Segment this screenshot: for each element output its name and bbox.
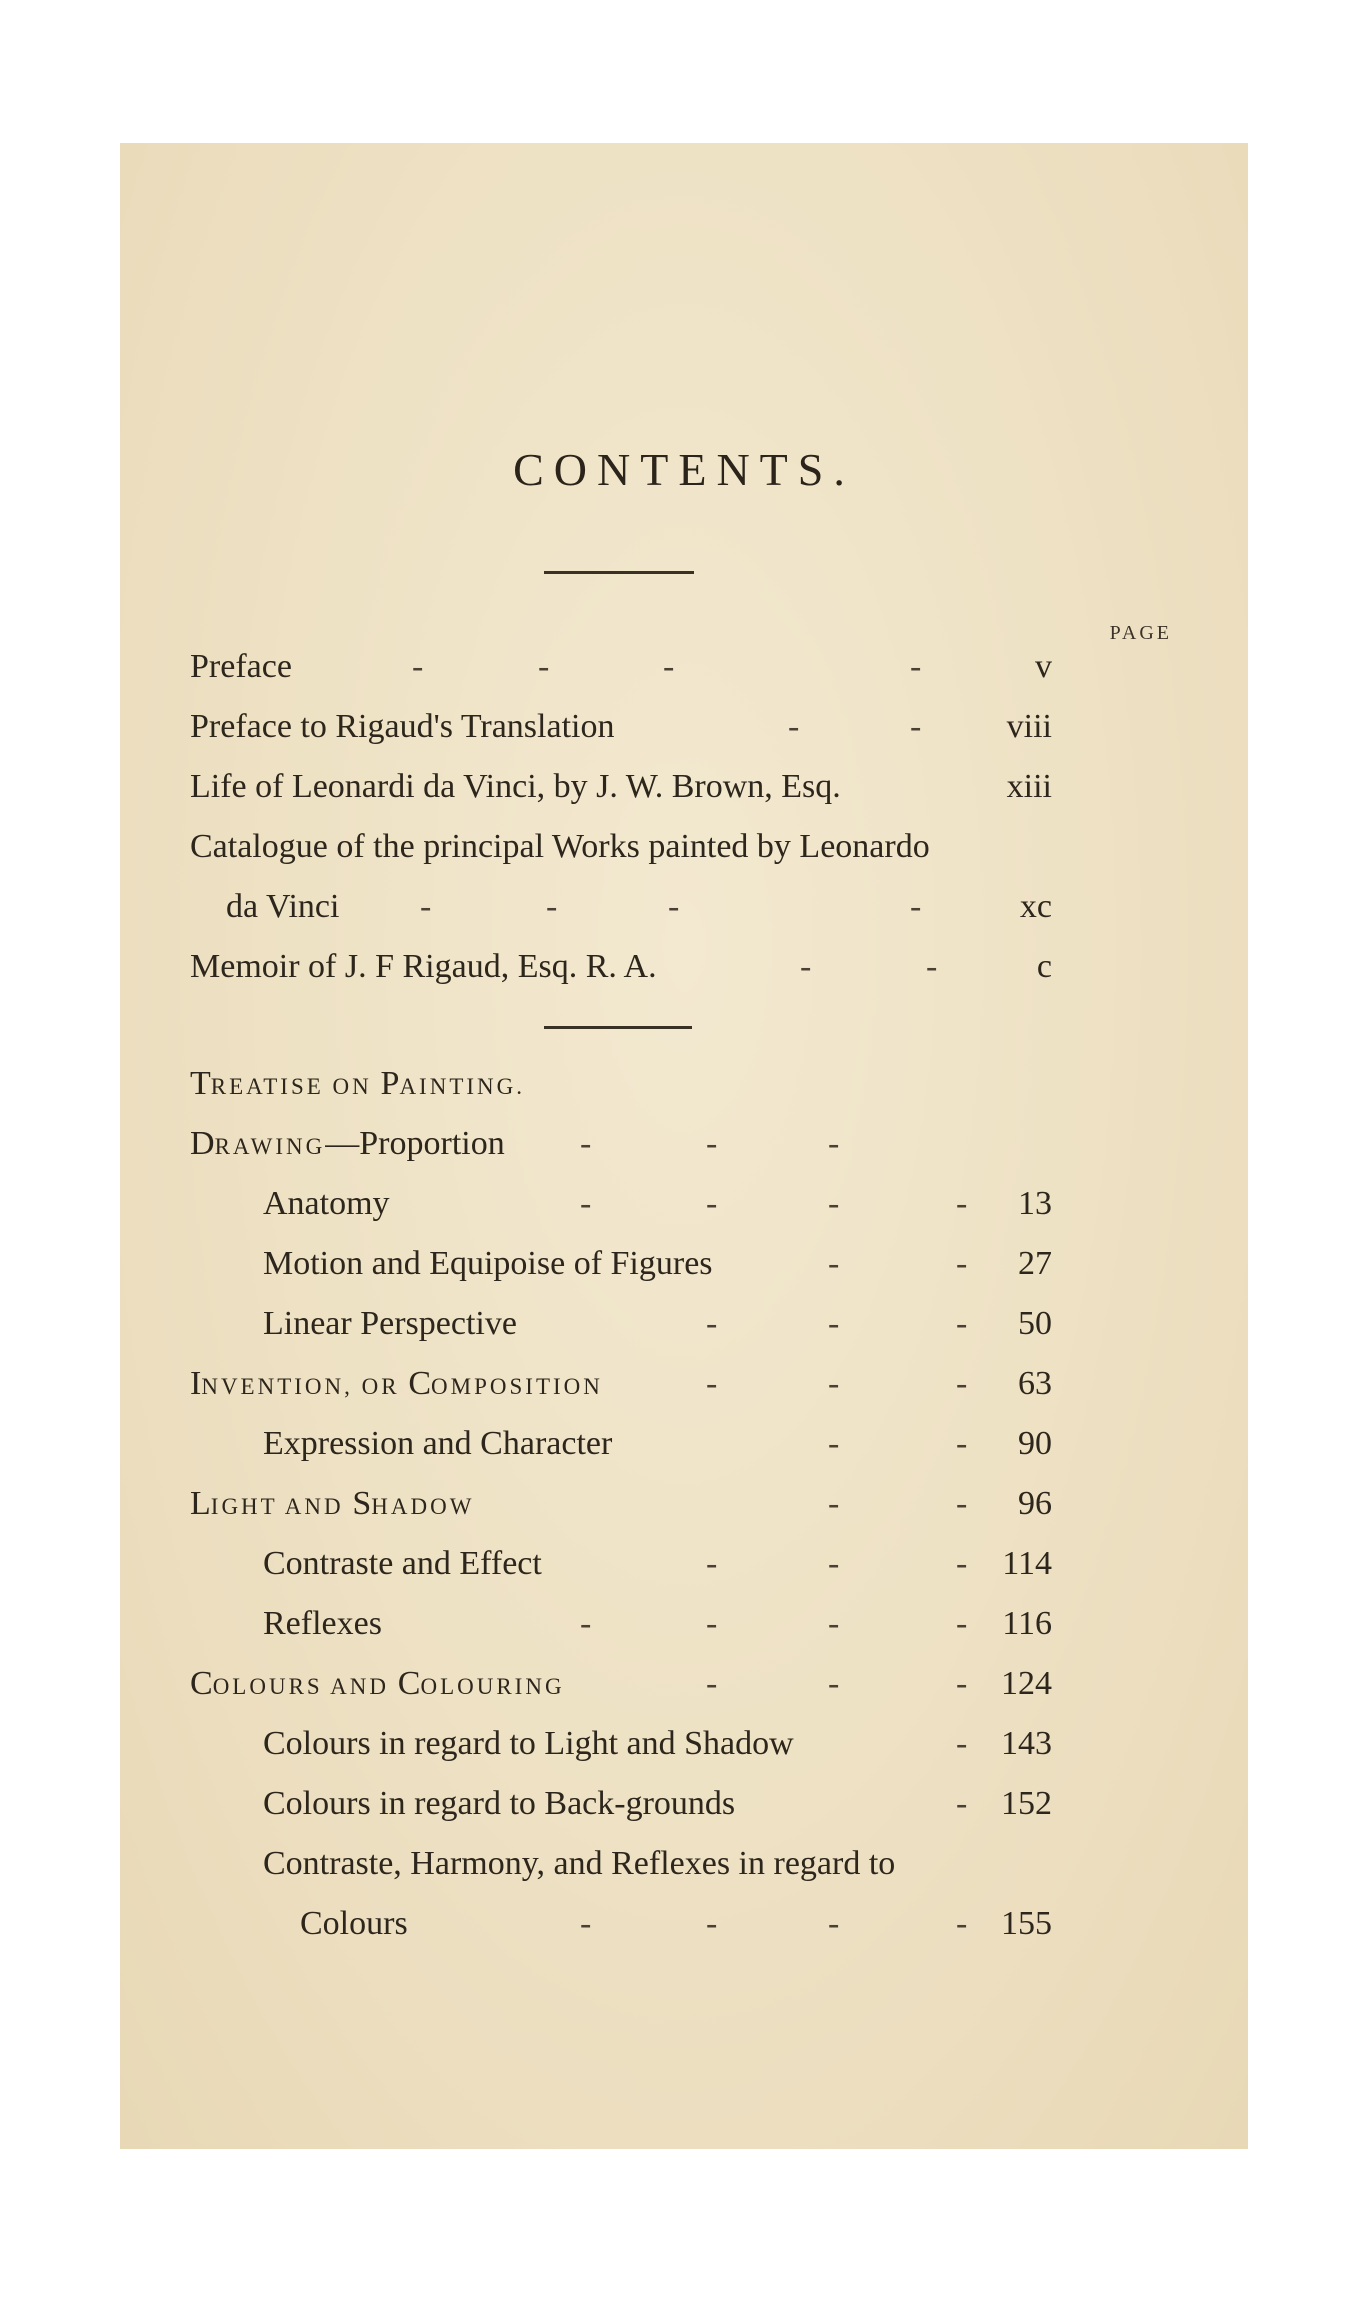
toc-entry-linear[interactable] — [120, 1305, 1248, 1355]
toc-entry-colours[interactable] — [120, 1665, 1248, 1715]
leader-dash: - — [828, 1125, 840, 1162]
toc-entry-text: Reflexes — [263, 1605, 382, 1642]
toc-entry-memoir[interactable] — [120, 948, 1248, 998]
leader-dash: - — [706, 1665, 718, 1702]
toc-entry-text: Preface to Rigaud's Translation — [190, 708, 615, 745]
leader-dash: - — [926, 948, 938, 985]
leader-dash: - — [956, 1365, 968, 1402]
leader-dash: - — [706, 1905, 718, 1942]
toc-page-number: 124 — [1001, 1665, 1052, 1702]
book-page — [120, 143, 1248, 2149]
leader-dash: - — [580, 1605, 592, 1642]
leader-dash: - — [828, 1305, 840, 1342]
leader-dash: - — [956, 1665, 968, 1702]
leader-dash: - — [580, 1185, 592, 1222]
page-column-header: PAGE — [1109, 622, 1172, 644]
section-text: HADOW — [371, 1494, 475, 1519]
leader-dash: - — [956, 1425, 968, 1462]
section-initial: D — [190, 1125, 215, 1162]
leader-dash: - — [828, 1245, 840, 1282]
section-text: IGHT AND — [210, 1494, 353, 1519]
leader-dash: - — [788, 708, 800, 745]
leader-dash: - — [706, 1605, 718, 1642]
leader-dash: - — [910, 648, 922, 685]
toc-page-number: 143 — [1001, 1725, 1052, 1762]
toc-page-number: viii — [1006, 708, 1052, 745]
toc-entry-text: Colours — [300, 1905, 408, 1942]
section-rule — [544, 1026, 692, 1029]
page-title: CONTENTS. — [513, 444, 855, 495]
toc-page-number: 155 — [1001, 1905, 1052, 1942]
toc-page-number: xiii — [1006, 768, 1052, 805]
leader-dash: - — [828, 1605, 840, 1642]
leader-dash: - — [828, 1485, 840, 1522]
toc-entry-text: Colours in regard to Back-grounds — [263, 1785, 736, 1822]
toc-entry-catalogue[interactable] — [120, 828, 1248, 878]
toc-page-number: 63 — [1018, 1365, 1052, 1402]
toc-entry-harmony[interactable] — [120, 1845, 1248, 1895]
toc-page-number: 152 — [1001, 1785, 1052, 1822]
section-initial: C — [190, 1665, 213, 1702]
toc-entry-colours-back[interactable] — [120, 1785, 1248, 1835]
leader-dash: - — [956, 1605, 968, 1642]
leader-dash: - — [663, 648, 675, 685]
leader-dash: - — [706, 1185, 718, 1222]
treatise-heading — [120, 1065, 1248, 1115]
toc-entry-text: da Vinci — [226, 888, 340, 925]
heading-initial: P — [380, 1065, 400, 1102]
toc-entry-catalogue-cont[interactable] — [120, 888, 1248, 938]
leader-dash: - — [580, 1905, 592, 1942]
section-initial: I — [190, 1365, 202, 1402]
leader-dash: - — [828, 1905, 840, 1942]
leader-dash: - — [800, 948, 812, 985]
toc-page-number: c — [1036, 948, 1052, 985]
leader-dash: - — [828, 1185, 840, 1222]
leader-dash: - — [910, 708, 922, 745]
heading-text: REATISE ON — [210, 1074, 381, 1099]
leader-dash: - — [956, 1905, 968, 1942]
leader-dash: - — [412, 648, 424, 685]
toc-entry-text: Linear Perspective — [263, 1305, 517, 1342]
leader-dash: - — [956, 1185, 968, 1222]
toc-entry-rigaud-preface[interactable] — [120, 708, 1248, 758]
section-text: NVENTION, OR — [201, 1374, 409, 1399]
leader-dash: - — [706, 1545, 718, 1582]
toc-page-number: 27 — [1018, 1245, 1052, 1282]
leader-dash: - — [706, 1365, 718, 1402]
leader-dash: - — [956, 1725, 968, 1762]
leader-dash: - — [706, 1305, 718, 1342]
leader-dash: - — [828, 1665, 840, 1702]
toc-entry-drawing[interactable] — [120, 1125, 1248, 1175]
section-text: OLOURS AND — [212, 1674, 398, 1699]
section-subtitle: —Proportion — [325, 1125, 505, 1162]
heading-text: AINTING. — [399, 1074, 525, 1099]
toc-entry-life[interactable] — [120, 768, 1248, 818]
toc-entry-text: Life of Leonardi da Vinci, by J. W. Brown, Esq. — [190, 768, 841, 805]
toc-entry-reflexes[interactable] — [120, 1605, 1248, 1655]
leader-dash: - — [706, 1125, 718, 1162]
leader-dash: - — [910, 888, 922, 925]
toc-page-number: xc — [1019, 888, 1052, 925]
toc-page-number: 116 — [1002, 1605, 1052, 1642]
toc-entry-invention[interactable] — [120, 1365, 1248, 1415]
toc-entry-text: Anatomy — [263, 1185, 390, 1222]
section-text: OMPOSITION — [431, 1374, 603, 1399]
toc-entry-harmony-cont[interactable] — [120, 1905, 1248, 1955]
title-rule — [544, 571, 694, 574]
section-text: OLOURING — [420, 1674, 565, 1699]
toc-entry-expression[interactable] — [120, 1425, 1248, 1475]
heading-initial: T — [190, 1065, 211, 1102]
toc-entry-text: Memoir of J. F Rigaud, Esq. R. A. — [190, 948, 657, 985]
toc-entry-motion[interactable] — [120, 1245, 1248, 1295]
toc-page-number: 90 — [1018, 1425, 1052, 1462]
toc-entry-contraste[interactable] — [120, 1545, 1248, 1595]
leader-dash: - — [956, 1485, 968, 1522]
leader-dash: - — [828, 1425, 840, 1462]
section-initial: C — [408, 1365, 432, 1402]
toc-entry-text: Expression and Character — [263, 1425, 613, 1462]
toc-page-number: 13 — [1018, 1185, 1052, 1222]
toc-entry-light-shadow[interactable] — [120, 1485, 1248, 1535]
leader-dash: - — [956, 1545, 968, 1582]
leader-dash: - — [420, 888, 432, 925]
leader-dash: - — [956, 1785, 968, 1822]
section-initial: S — [352, 1485, 372, 1522]
leader-dash: - — [956, 1245, 968, 1282]
toc-entry-text: Contraste, Harmony, and Reflexes in regard to — [263, 1845, 896, 1882]
toc-entry-text: Colours in regard to Light and Shadow — [263, 1725, 794, 1762]
toc-entry-anatomy[interactable] — [120, 1185, 1248, 1235]
leader-dash: - — [546, 888, 558, 925]
leader-dash: - — [828, 1365, 840, 1402]
toc-entry-text: Contraste and Effect — [263, 1545, 542, 1582]
section-initial: C — [397, 1665, 421, 1702]
toc-entry-colours-light[interactable] — [120, 1725, 1248, 1775]
leader-dash: - — [580, 1125, 592, 1162]
leader-dash: - — [538, 648, 550, 685]
toc-page-number: 114 — [1002, 1545, 1052, 1582]
toc-entry-text: Motion and Equipoise of Figures — [263, 1245, 713, 1282]
section-text: RAWING — [214, 1134, 326, 1159]
toc-page-number: v — [1035, 648, 1052, 685]
section-initial: L — [190, 1485, 211, 1522]
toc-page-number: 96 — [1018, 1485, 1052, 1522]
toc-page-number: 50 — [1018, 1305, 1052, 1342]
leader-dash: - — [828, 1545, 840, 1582]
toc-entry-preface[interactable] — [120, 648, 1248, 698]
leader-dash: - — [668, 888, 680, 925]
toc-entry-text: Preface — [190, 648, 292, 685]
toc-entry-text: Catalogue of the principal Works painted by Leonardo — [190, 828, 930, 865]
leader-dash: - — [956, 1305, 968, 1342]
